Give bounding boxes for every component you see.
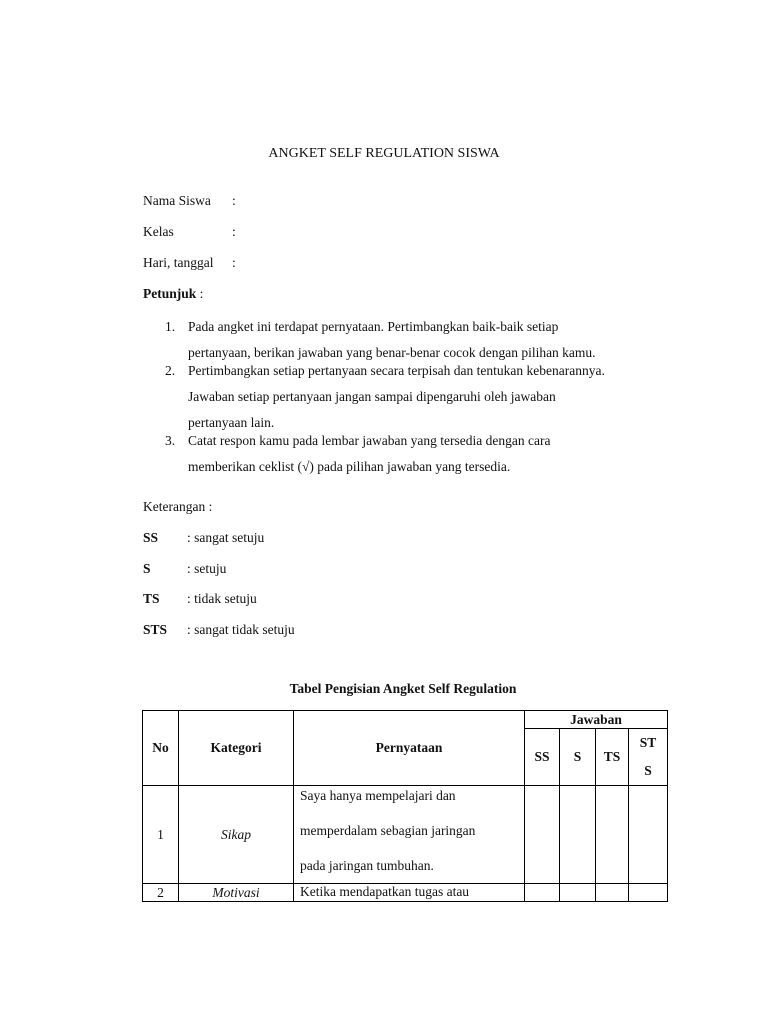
table-row: [143, 884, 668, 902]
row-kategori: Motivasi: [179, 884, 294, 902]
header-sts-line1: ST: [639, 735, 657, 750]
legend-value: : sangat tidak setuju: [187, 622, 295, 637]
instructions-heading: Petunjuk: [143, 286, 197, 301]
instruction-line: Pada angket ini terdapat pernyataan. Pertimbangkan baik-baik setiap: [188, 319, 559, 334]
legend-key: SS: [143, 530, 159, 545]
field-colon: :: [232, 224, 236, 239]
legend-value: : tidak setuju: [187, 591, 257, 606]
instruction-item: [143, 358, 703, 436]
row-pernyataan: [294, 884, 525, 902]
field-label-kelas: Kelas: [143, 224, 174, 239]
field-colon: :: [232, 193, 236, 208]
legend-key: S: [143, 561, 151, 576]
pernyataan-line: pada jaringan tumbuhan.: [300, 858, 434, 873]
instruction-line: memberikan ceklist (√) pada pilihan jawaban yang tersedia.: [188, 459, 511, 474]
header-s: S: [560, 729, 596, 786]
header-sts-line2: S: [644, 763, 652, 778]
header-pernyataan: Pernyataan: [294, 711, 525, 786]
table-header-row: [143, 711, 668, 729]
answer-cell-ts[interactable]: [596, 884, 629, 902]
row-no: 2: [143, 884, 179, 902]
legend-value: : setuju: [187, 561, 227, 576]
legend-key: STS: [143, 622, 168, 637]
pernyataan-line: memperdalam sebagian jaringan: [300, 823, 476, 838]
answer-cell-ss[interactable]: [525, 786, 560, 884]
header-ss: SS: [525, 729, 560, 786]
instruction-line: pertanyaan, berikan jawaban yang benar-benar cocok dengan pilihan kamu.: [188, 345, 596, 360]
instructions-heading-colon: :: [196, 286, 204, 301]
field-label-nama-siswa: Nama Siswa: [143, 193, 211, 208]
instruction-line: pertanyaan lain.: [188, 415, 275, 430]
field-label-hari-tanggal: Hari, tanggal: [143, 255, 214, 270]
header-no: No: [143, 711, 179, 786]
answer-cell-ts[interactable]: [596, 786, 629, 884]
header-sts: [629, 729, 668, 786]
instruction-line: Jawaban setiap pertanyaan jangan sampai dipengaruhi oleh jawaban: [188, 389, 556, 404]
answer-cell-s[interactable]: [560, 884, 596, 902]
legend-value: : sangat setuju: [187, 530, 265, 545]
header-kategori: Kategori: [179, 711, 294, 786]
header-jawaban: Jawaban: [525, 711, 668, 729]
field-colon: :: [232, 255, 236, 270]
row-kategori: Sikap: [179, 786, 294, 884]
row-no: 1: [143, 786, 179, 884]
instruction-line: Catat respon kamu pada lembar jawaban yang tersedia dengan cara: [188, 433, 551, 448]
answer-table: [142, 710, 668, 902]
pernyataan-line: Saya hanya mempelajari dan: [300, 788, 456, 803]
row-pernyataan: [294, 786, 525, 884]
instruction-item: [143, 428, 703, 480]
instruction-line: Pertimbangkan setiap pertanyaan secara terpisah dan tentukan kebenarannya.: [188, 363, 605, 378]
table-title: Tabel Pengisian Angket Self Regulation: [289, 681, 517, 696]
answer-cell-sts[interactable]: [629, 884, 668, 902]
answer-cell-ss[interactable]: [525, 884, 560, 902]
legend-heading: Keterangan :: [143, 499, 213, 514]
legend-key: TS: [143, 591, 160, 606]
instructions-heading-line: [143, 286, 203, 302]
header-ts: TS: [596, 729, 629, 786]
table-row: [143, 786, 668, 884]
instruction-number: 1.: [165, 319, 176, 334]
pernyataan-line: Ketika mendapatkan tugas atau: [300, 884, 470, 899]
instructions-list: [143, 314, 703, 480]
instruction-number: 3.: [165, 433, 176, 448]
instruction-number: 2.: [165, 363, 176, 378]
answer-cell-s[interactable]: [560, 786, 596, 884]
page-title: ANGKET SELF REGULATION SISWA: [268, 146, 500, 161]
answer-cell-sts[interactable]: [629, 786, 668, 884]
